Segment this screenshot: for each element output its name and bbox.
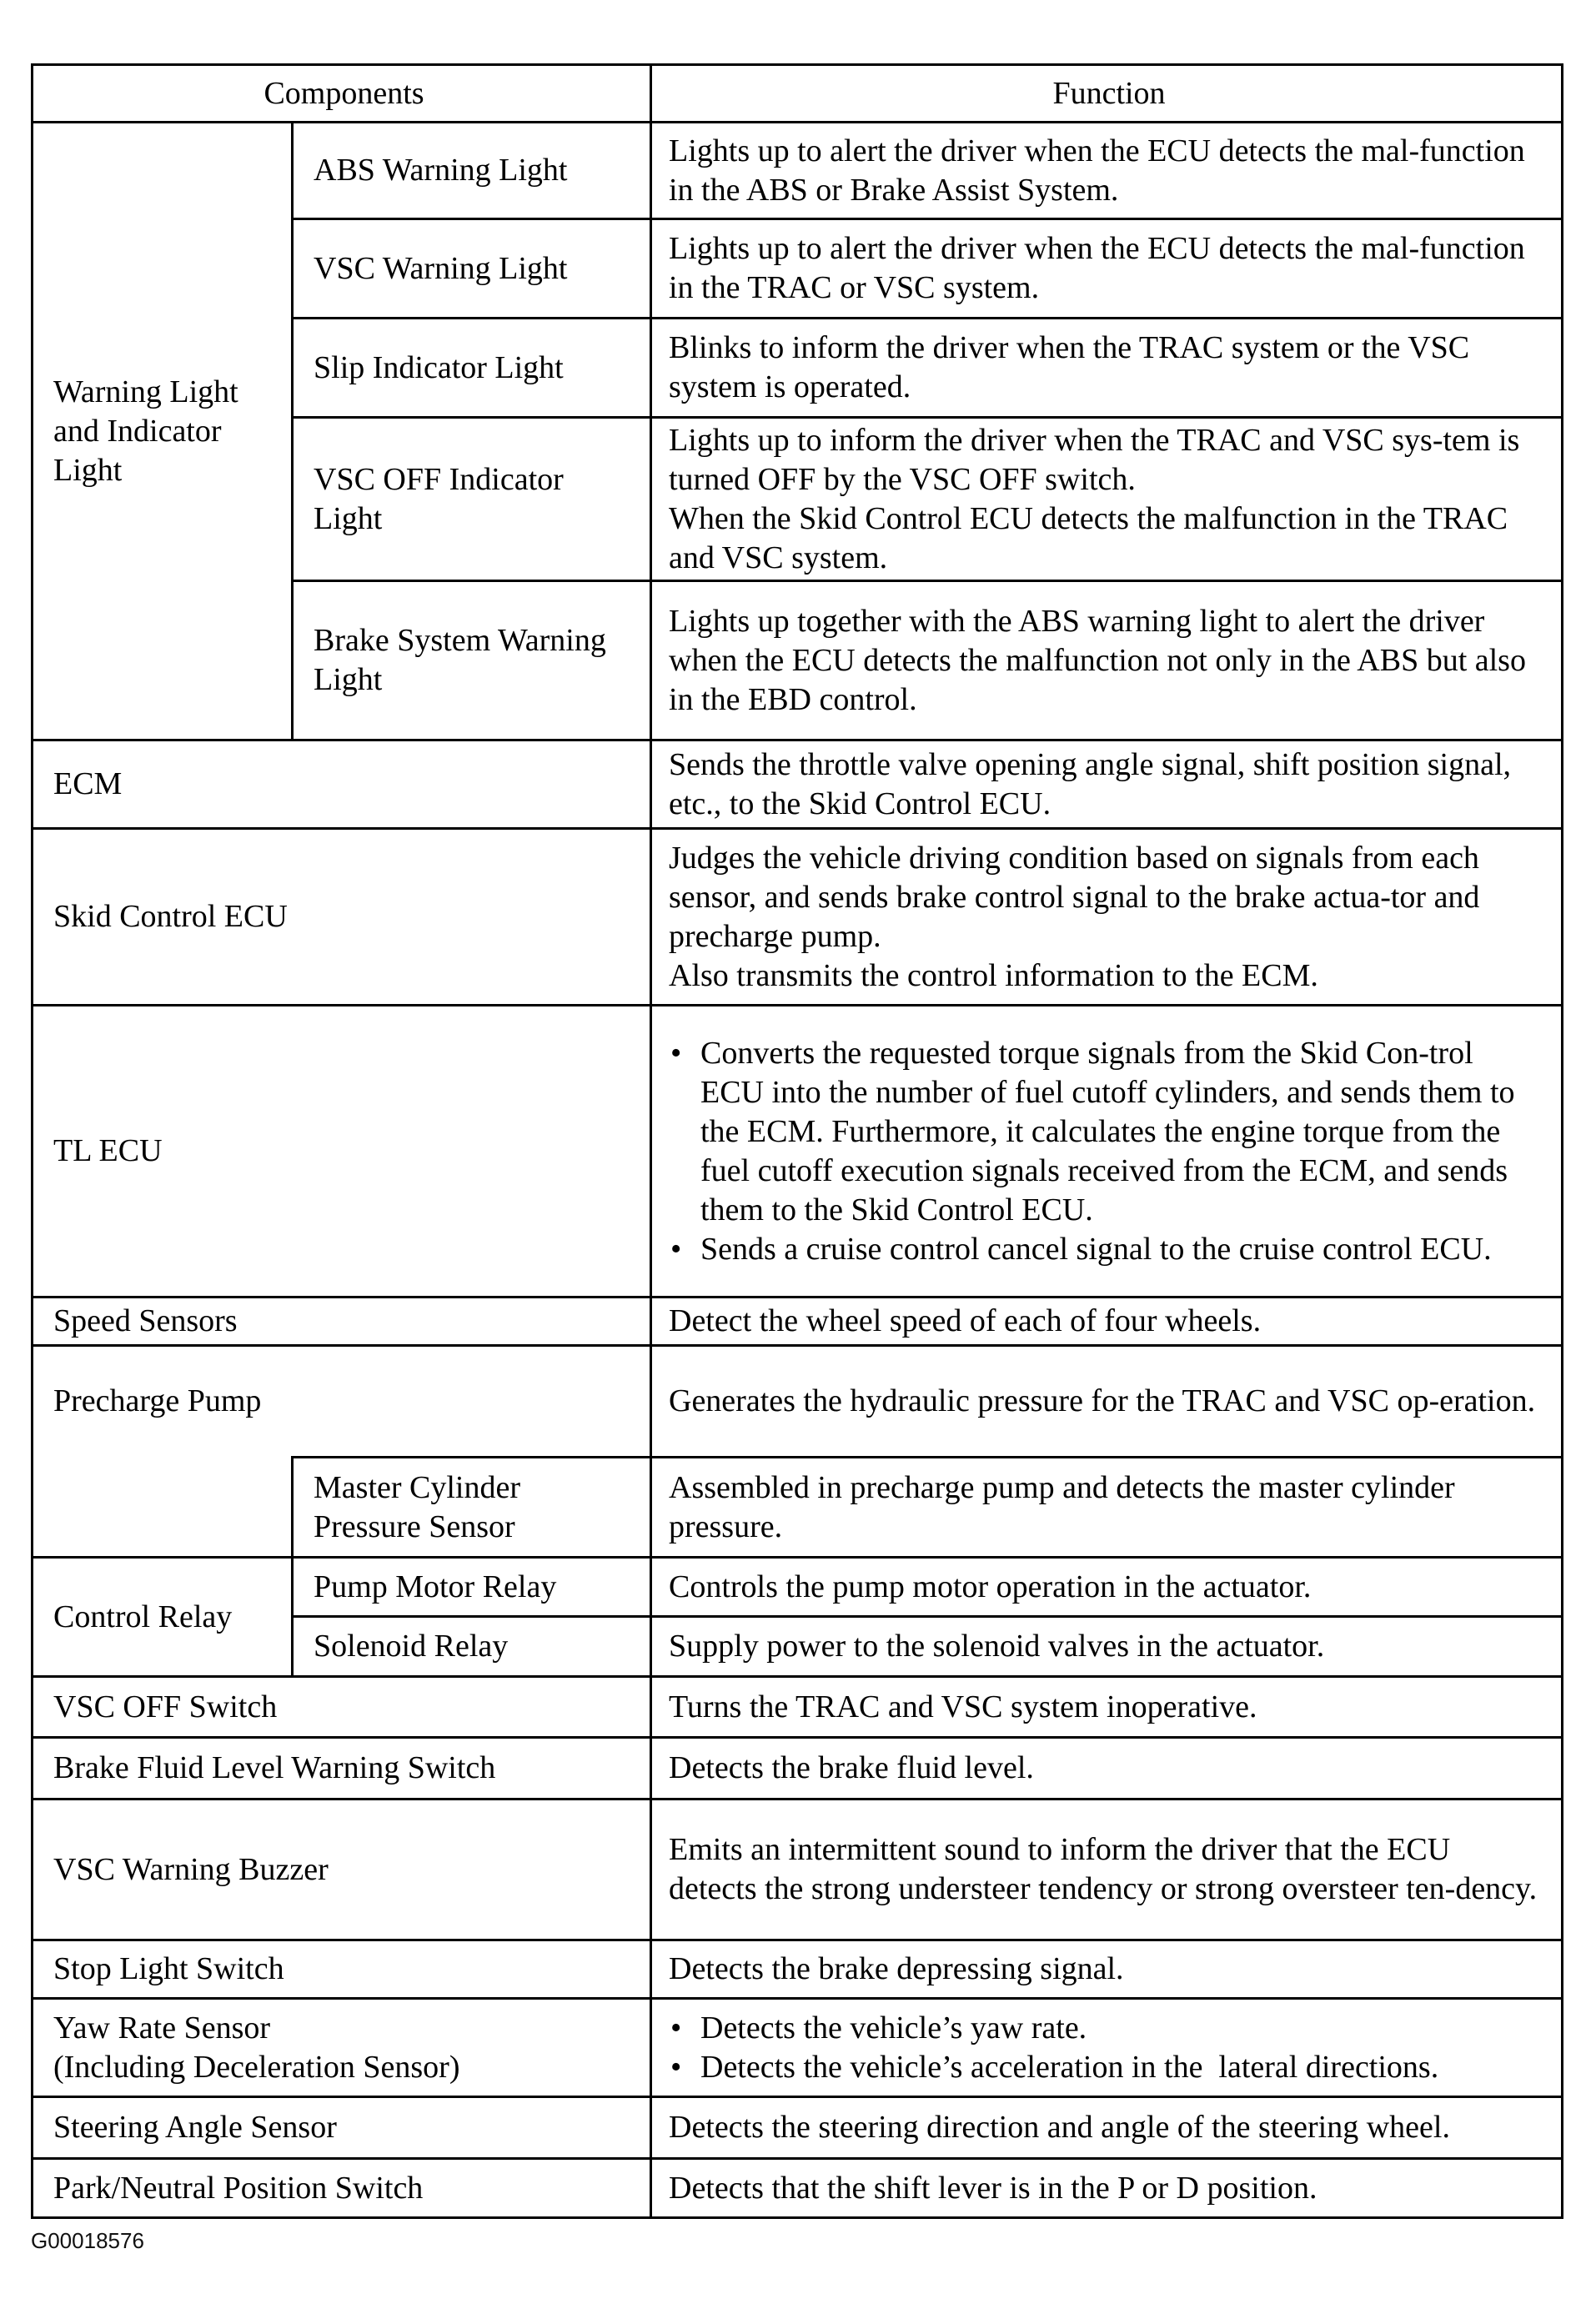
bullet-item: • Detects the vehicle’s yaw rate. <box>669 2009 1543 2048</box>
table-row <box>33 1346 1563 1458</box>
function-cell: Supply power to the solenoid valves in the actuator. <box>651 1617 1563 1677</box>
function-text: Sends the throttle valve opening angle signal, shift position signal, etc., to the Skid Control ECU. <box>669 746 1512 821</box>
function-text: When the Skid Control ECU detects the malfunction in the TRAC and VSC system. <box>669 500 1508 575</box>
table-header-row <box>33 65 1563 123</box>
function-cell: Assembled in precharge pump and detects the master cylinder pressure. <box>651 1458 1563 1558</box>
function-cell: Detects the brake fluid level. <box>651 1738 1563 1800</box>
component-cell: ABS Warning Light <box>293 123 651 219</box>
function-text: Lights up to alert the driver when the ECU detects the mal-function in the TRAC or VSC system. <box>669 231 1525 305</box>
component-text: Yaw Rate Sensor <box>53 2010 271 2045</box>
table-row <box>33 2097 1563 2159</box>
component-cell: Park/Neutral Position Switch <box>33 2159 651 2218</box>
function-cell: Detects the brake depressing signal. <box>651 1940 1563 1999</box>
table-row <box>33 740 1563 829</box>
component-cell: Master Cylinder Pressure Sensor <box>293 1458 651 1558</box>
table-row <box>33 123 1563 219</box>
function-bullet-list <box>669 2009 1543 2087</box>
group-label-warning-light: Warning Light and Indicator Light <box>33 123 293 740</box>
component-cell: Steering Angle Sensor <box>33 2097 651 2159</box>
component-cell: Brake System Warning Light <box>293 581 651 740</box>
header-components: Components <box>33 65 651 123</box>
component-cell: Slip Indicator Light <box>293 319 651 418</box>
component-cell: VSC OFF Switch <box>33 1677 651 1738</box>
component-cell: Precharge Pump <box>33 1346 651 1458</box>
function-text: Lights up to inform the driver when the TRAC and VSC sys-tem is turned OFF by the VSC OFF switch. <box>669 422 1520 497</box>
function-cell: Detects the steering direction and angle of the steering wheel. <box>651 2097 1563 2159</box>
bullet-item: • Converts the requested torque signals from the Skid Con-trol ECU into the number of fuel cutoff cylinders, and sends them to the ECM. Furthermore, it calculates the engine torque from the fuel cutoff execution signals received from the ECM, and sends them to the Skid Control ECU. <box>669 1034 1543 1230</box>
function-cell <box>651 829 1563 1006</box>
function-cell <box>651 123 1563 219</box>
function-cell: Detect the wheel speed of each of four wheels. <box>651 1298 1563 1346</box>
table-row <box>33 1738 1563 1800</box>
table-row <box>33 1940 1563 1999</box>
table-row <box>33 1558 1563 1617</box>
header-function: Function <box>651 65 1563 123</box>
component-cell: Pump Motor Relay <box>293 1558 651 1617</box>
function-text: Lights up together with the ABS warning light to alert the driver when the ECU detects the malfunction not only in the ABS but also in the EBD control. <box>669 603 1526 717</box>
bullet-item: • Sends a cruise control cancel signal to the cruise control ECU. <box>669 1230 1543 1269</box>
table-row <box>33 1298 1563 1346</box>
function-cell: Detects that the shift lever is in the P or D position. <box>651 2159 1563 2218</box>
table-row <box>33 829 1563 1006</box>
function-text: Lights up to alert the driver when the ECU detects the mal-function in the ABS or Brake Assist System. <box>669 133 1525 208</box>
function-cell <box>651 418 1563 581</box>
empty-cell <box>33 1458 293 1558</box>
function-cell <box>651 581 1563 740</box>
function-text: Also transmits the control information to the ECM. <box>669 957 1318 993</box>
function-cell: Controls the pump motor operation in the actuator. <box>651 1558 1563 1617</box>
component-text: (Including Deceleration Sensor) <box>53 2049 460 2085</box>
function-cell: Generates the hydraulic pressure for the TRAC and VSC op-eration. <box>651 1346 1563 1458</box>
function-cell <box>651 219 1563 319</box>
table-row <box>33 1999 1563 2097</box>
function-cell <box>651 1999 1563 2097</box>
component-cell <box>33 1999 651 2097</box>
table-row <box>33 2159 1563 2218</box>
component-cell: Solenoid Relay <box>293 1617 651 1677</box>
components-function-table <box>31 63 1563 2219</box>
table-row <box>33 1677 1563 1738</box>
component-cell: Brake Fluid Level Warning Switch <box>33 1738 651 1800</box>
component-cell: Skid Control ECU <box>33 829 651 1006</box>
function-cell <box>651 1006 1563 1298</box>
table-row <box>33 1458 1563 1558</box>
component-cell: Speed Sensors <box>33 1298 651 1346</box>
component-cell: Stop Light Switch <box>33 1940 651 1999</box>
component-cell: VSC Warning Buzzer <box>33 1800 651 1940</box>
table-row <box>33 1006 1563 1298</box>
bullet-item: • Detects the vehicle’s acceleration in the lateral directions. <box>669 2048 1543 2087</box>
component-cell: VSC OFF Indicator Light <box>293 418 651 581</box>
component-cell: VSC Warning Light <box>293 219 651 319</box>
function-cell: Turns the TRAC and VSC system inoperative. <box>651 1677 1563 1738</box>
group-label-control-relay: Control Relay <box>33 1558 293 1677</box>
function-cell <box>651 740 1563 829</box>
function-bullet-list <box>669 1034 1543 1269</box>
function-text: Blinks to inform the driver when the TRAC system or the VSC system is operated. <box>669 330 1470 404</box>
function-text: Judges the vehicle driving condition based on signals from each sensor, and sends brake control signal to the brake actua-tor and precharge pump. <box>669 840 1480 954</box>
table-row <box>33 1800 1563 1940</box>
figure-id-label: G00018576 <box>31 2228 144 2253</box>
component-cell: ECM <box>33 740 651 829</box>
function-cell <box>651 319 1563 418</box>
component-cell: TL ECU <box>33 1006 651 1298</box>
function-cell: Emits an intermittent sound to inform the driver that the ECU detects the strong understeer tendency or strong oversteer ten-dency. <box>651 1800 1563 1940</box>
